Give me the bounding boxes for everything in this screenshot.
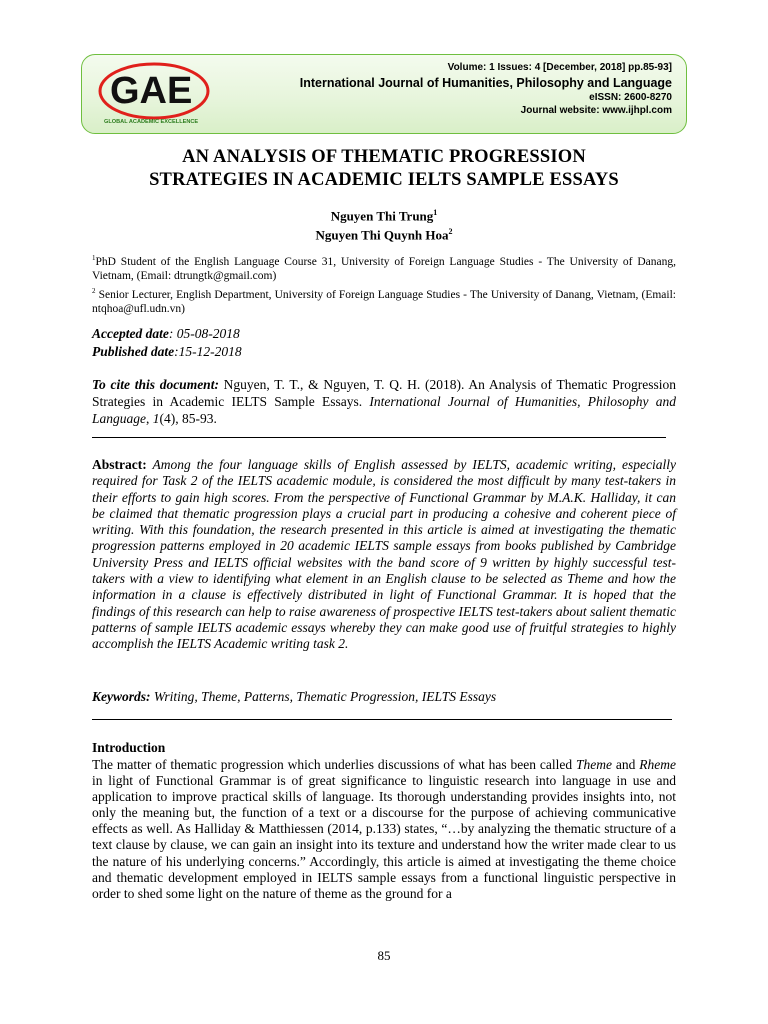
article-dates: [92, 325, 676, 361]
divider-line: [92, 437, 666, 438]
journal-eissn: eISSN: 2600-8270: [589, 92, 672, 103]
logo-text: GAE: [110, 70, 193, 112]
abstract: Abstract: Among the four language skills of English assessed by IELTS, academic writing, especially required for Task 2 of the IELTS academic module, is considered the most difficult by many test-takers in their efforts to gain high scores. From the perspective of Functional Grammar by M.A.K. Halliday, it can be claimed that thematic progression plays a crucial part in producing a cohesive and coherent piece of writing. With this foundation, the research presented in this article is aimed at investigating the thematic progression patterns employed in 20 academic IELTS sample essays from books published by Cambridge University Press and IELTS official websites with the band score of 9 written by highly successful test-takers with a view to identifying what element in an English clause to be selected as Theme and how the information in a clause is effectively distributed in light of Functional Grammar. It is hoped that the findings of this research can help to raise awareness of prospective IELTS test-takers about salient thematic patterns of sample IELTS academic essays whereby they can make good use of fruitful strategies to highly accomplish the IELTS Academic writing task 2.: [92, 457, 676, 652]
title-line-2: STRATEGIES IN ACADEMIC IELTS SAMPLE ESSAYS: [149, 170, 619, 190]
citation: To cite this document: Nguyen, T. T., & Nguyen, T. Q. H. (2018). An Analysis of Thematic Progression Strategies in Academic IELTS Sample Essays. International Journal of Humanities, Philosophy and Language, 1(4), 85-93.: [92, 377, 676, 426]
journal-name: International Journal of Humanities, Philosophy and Language: [299, 76, 672, 90]
affiliation-1: $^1$PhD Student of the English Language Course 31, University of Foreign Language Studies - The University of Danang, Vietnam, (Email: dtrungtk@gmail.com): [92, 254, 676, 283]
journal-website[interactable]: Journal website: www.ijhpl.com: [520, 105, 672, 116]
author-1: Nguyen Thi Trung$^1$: [330, 208, 438, 224]
logo-subtitle: GLOBAL ACADEMIC EXCELLENCE: [104, 119, 199, 125]
accepted-date: Accepted date: 05-08-2018: [92, 326, 240, 341]
abstract-label: Abstract:: [92, 457, 147, 472]
keywords-label: Keywords:: [92, 689, 151, 704]
paper-title: [60, 146, 708, 192]
keywords: Keywords: Writing, Theme, Patterns, Thematic Progression, IELTS Essays: [92, 689, 497, 704]
citation-label: To cite this document:: [92, 377, 219, 392]
affiliations: [92, 251, 676, 317]
author-list: [60, 205, 708, 244]
affiliation-2: $^2$ Senior Lecturer, English Department, University of Foreign Language Studies - The University of Danang, Vietnam, (Email: ntqhoa@ufl.udn.vn): [92, 286, 676, 316]
title-line-1: AN ANALYSIS OF THEMATIC PROGRESSION: [182, 147, 586, 167]
gae-logo-icon: [96, 61, 216, 127]
page-number: 85: [377, 948, 391, 963]
journal-volume: Volume: 1 Issues: 4 [December, 2018] pp.85-93]: [447, 62, 672, 73]
introduction-paragraph: The matter of thematic progression which underlies discussions of what has been called Theme and Rheme in light of Functional Grammar is of great significance to linguistic research into language in use and application to improve practical skills of language. Its thorough understanding provides insights into, not only the meaning but, the function of a text or a discourse for the purpose of achieving communicative effects as well. As Halliday & Matthiessen (2014, p.133) states, “…by analyzing the thematic structure of a text clause by clause, we can gain an insight into its texture and understand how the writer made clear to us the nature of his underlying concerns.” Accordingly, this article is aimed at investigating the theme choice and thematic development employed in IELTS sample essays from a functional linguistic perspective in order to shed some light on the nature of theme as the ground for a: [92, 757, 676, 901]
divider-line: [92, 719, 672, 720]
published-date: Published date:15-12-2018: [92, 344, 242, 359]
journal-info: [300, 61, 672, 118]
journal-header-banner: [81, 54, 687, 134]
section-heading-introduction: Introduction: [92, 740, 166, 755]
author-2: Nguyen Thi Quynh Hoa$^2$: [315, 227, 453, 243]
